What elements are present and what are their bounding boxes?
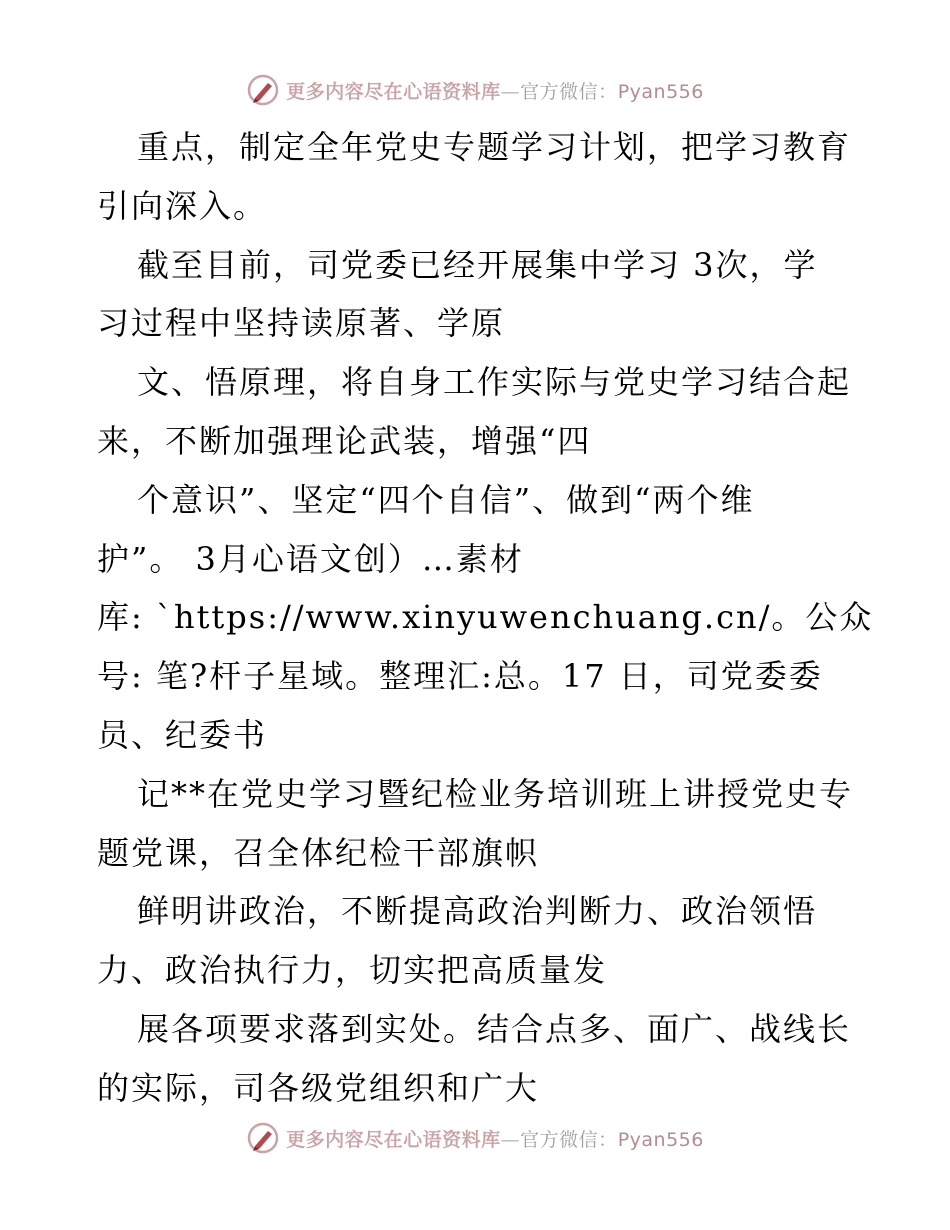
banner-text bbox=[286, 1125, 704, 1152]
pen-logo-icon bbox=[246, 1121, 280, 1155]
banner-text bbox=[286, 77, 704, 104]
paragraph bbox=[97, 471, 874, 765]
footer-banner bbox=[0, 1118, 950, 1158]
paragraph bbox=[97, 353, 857, 471]
document-body bbox=[97, 118, 874, 1118]
text-line: 的实际，司各级党组织和广大 bbox=[97, 1068, 540, 1107]
text-line: 文、悟原理，将自身工作实际与党史学习结合起 bbox=[137, 363, 852, 402]
pen-logo-icon bbox=[246, 73, 280, 107]
banner-main-text: 更多内容尽在心语资料库 bbox=[286, 80, 501, 103]
banner-dash: — bbox=[500, 80, 521, 103]
text-line: 员、纪委书 bbox=[97, 715, 268, 754]
banner-wechat-id: Pyan556 bbox=[617, 1128, 704, 1151]
text-line: 号: 笔?杆子星域。整理汇:总。17 日，司党委委 bbox=[97, 657, 823, 696]
text-line: 展各项要求落到实处。结合点多、面广、战线长 bbox=[137, 1009, 852, 1048]
text-line: 重点，制定全年党史专题学习计划，把学习教育 bbox=[137, 128, 852, 166]
paragraph bbox=[97, 882, 857, 1000]
banner-wechat-id: Pyan556 bbox=[617, 80, 704, 103]
text-line: 记**在党史学习暨纪检业务培训班上讲授党史专 bbox=[137, 774, 854, 813]
text-line: 截至目前，司党委已经开展集中学习 3次，学 bbox=[137, 245, 818, 284]
text-line: 护”。 3月心语文创）…素材 bbox=[97, 539, 524, 578]
text-line: 个意识”、坚定“四个自信”、做到“两个维 bbox=[137, 480, 755, 519]
paragraph bbox=[97, 236, 857, 354]
text-line: 来，不断加强理论武装，增强“四 bbox=[97, 421, 592, 460]
text-line: 引向深入。 bbox=[97, 186, 268, 225]
header-banner bbox=[0, 70, 950, 110]
text-line: 库: `https://www.xinyuwenchuang.cn/。公众 bbox=[97, 598, 874, 637]
text-line: 习过程中坚持读原著、学原 bbox=[97, 304, 506, 343]
text-line: 鲜明讲政治，不断提高政治判断力、政治领悟 bbox=[137, 892, 818, 931]
banner-dash: — bbox=[500, 1128, 521, 1151]
text-line: 力、政治执行力，切实把高质量发 bbox=[97, 951, 608, 990]
banner-wechat-label: 官方微信： bbox=[520, 80, 618, 103]
banner-wechat-label: 官方微信： bbox=[520, 1128, 618, 1151]
paragraph bbox=[97, 1000, 857, 1118]
banner-main-text: 更多内容尽在心语资料库 bbox=[286, 1128, 501, 1151]
paragraph bbox=[97, 118, 857, 236]
paragraph bbox=[97, 765, 857, 883]
text-line: 题党课，召全体纪检干部旗帜 bbox=[97, 833, 540, 872]
